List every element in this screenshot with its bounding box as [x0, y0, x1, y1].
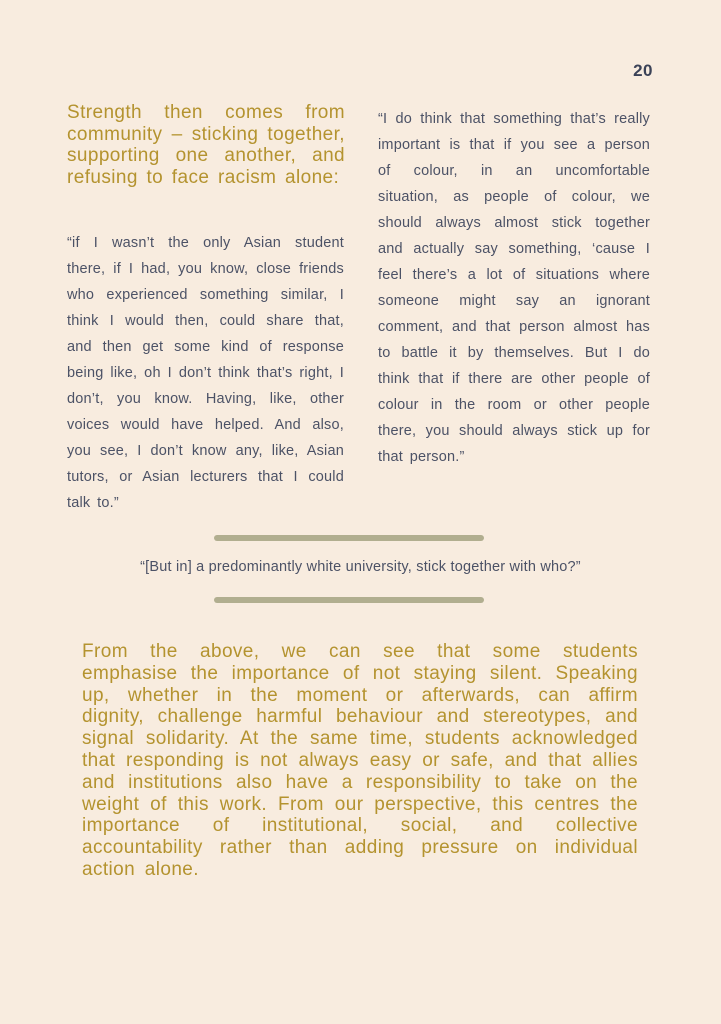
pull-quote: “[But in] a predominantly white university, stick together with who?”: [140, 559, 581, 575]
divider-line-top: [214, 535, 484, 541]
closing-commentary-paragraph: From the above, we can see that some students emphasise the importance of not staying silent. Speaking up, whether in the moment or afterwards, can affirm dignity, challenge harmful behaviour and stereotypes, and signal solidarity. At the same time, students acknowledged that responding is not always easy or safe, and that allies and institutions also have a responsibility to take on the weight of this work. From our perspective, this centres the importance of institutional, social, and collective accountability rather than adding pressure on individual action alone.: [82, 641, 638, 880]
page-number: 20: [633, 61, 653, 80]
student-quote-right: “I do think that something that’s really important is that if you see a person of colour, in an uncomfortable situation, as people of colour, we should always almost stick together and actually say something, ‘cause I feel there’s a lot of situations where someone might say an ignorant comment, and that person almost has to battle it by themselves. But I do think that if there are other people of colour in the room or other people there, you should always stick up for that person.”: [378, 111, 650, 465]
divider-line-bottom: [214, 597, 484, 603]
section-heading: Strength then comes from community – sticking together, supporting one another, and refusing to face racism alone:: [67, 102, 345, 188]
student-quote-left: “if I wasn’t the only Asian student there, if I had, you know, close friends who experienced something similar, I think I would then, could share that, and then get some kind of response being like, oh I don’t think that’s right, I don’t, you know. Having, like, other voices would have helped. And also, you see, I don’t know any, like, Asian tutors, or Asian lecturers that I could talk to.”: [67, 235, 344, 511]
